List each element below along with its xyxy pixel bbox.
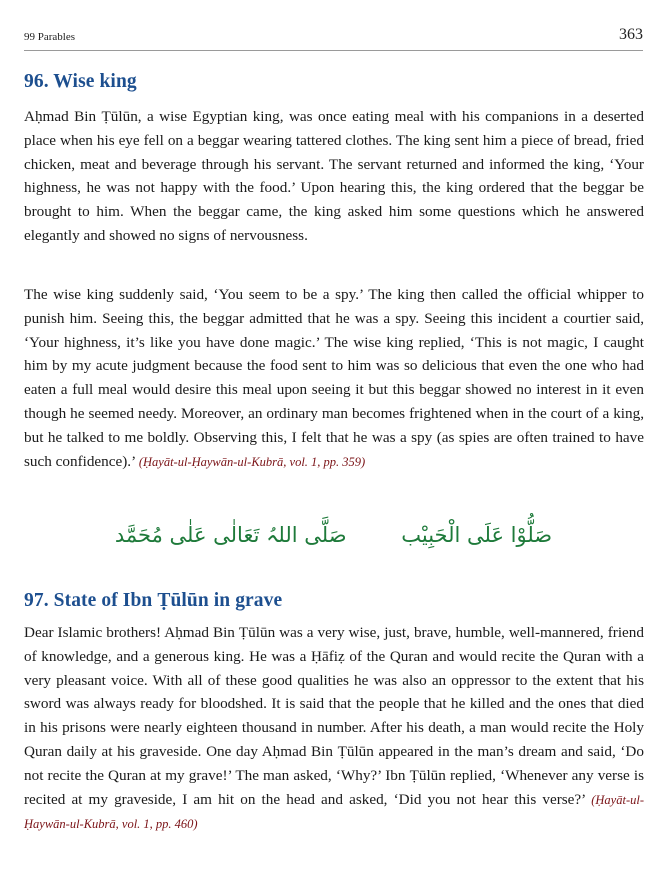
paragraph-text: Aḥmad Bin Ṭūlūn, a wise Egyptian king, was once eating meal with his companions in a deserted place when his eye fell on a beggar wearing tattered clothes. The king sent him a piece of bread, fried chicken, meat and beverage through his servant. The servant returned and informed the king, ‘Your highness, he was not happy with the food.’ Upon hearing this, the king ordered that the beggar be brought to him. When the beggar came, the king asked him some questions which he answered elegantly and showed no signs of nervousness. (24, 108, 644, 244)
section-heading-97: 97. State of Ibn Ṭūlūn in grave (24, 590, 283, 611)
section-96-paragraph-1 (24, 105, 644, 248)
page-header (24, 26, 643, 51)
paragraph-text: Dear Islamic brothers! Aḥmad Bin Ṭūlūn was a very wise, just, brave, humble, well-mannered, friend of knowledge, and a generous king. He was a Ḥāfiẓ of the Quran and would recite the Quran with a very pleasant voice. With all of these good qualities he was also an oppressor to the extent that his sword was always ready for bloodshed. It is said that the people that he killed and the ones that died in his prisons were nearly eighteen thousand in number. After his death, a man would recite the Holy Quran daily at his graveside. One day Aḥmad Bin Ṭūlūn appeared in the man’s dream and said, ‘Do not recite the Quran at my grave!’ The man asked, ‘Why?’ Ibn Ṭūlūn replied, ‘Whenever any verse is recited at my graveside, I am hit on the head and asked, ‘Did you not hear this verse?’ (24, 624, 644, 808)
citation: (Ḥayāt-ul-Ḥaywān-ul-Kubrā, vol. 1, pp. 359) (138, 454, 366, 469)
section-97-paragraph (24, 621, 644, 837)
page-number: 363 (619, 26, 643, 43)
salawat-first: صَلُّوْا عَلَی الْحَبِیْب (401, 523, 553, 547)
book-title: 99 Parables (24, 31, 76, 43)
salawat-second: صَلَّی اللہُ تَعَالٰی عَلٰی مُحَمَّد (114, 523, 347, 547)
salawat-line (0, 515, 667, 555)
citation: (Ḥayāt-ul-Ḥaywān-ul-Kubrā, vol. 1, pp. 460) (24, 792, 644, 832)
paragraph-text: The wise king suddenly said, ‘You seem to be a spy.’ The king then called the official whipper to punish him. Seeing this, the beggar admitted that he was a spy. Seeing this incident a courtier said, ‘Your highness, it’s like you have done magic.’ The wise king replied, ‘This is not magic, I caught him by my acute judgment because the food sent to him was so delicious that even the one who had eaten a full meal would desire this meal upon seeing it but this beggar showed no interest in it even though he seemed needy. Moreover, an ordinary man becomes frightened when in the court of a king, but he talked to me boldly. Observing this, I felt that he was a spy (as spies are often trained to have such confidence).’ (24, 286, 644, 470)
section-96-paragraph-2 (24, 283, 644, 474)
section-heading-96: 96. Wise king (24, 71, 137, 92)
